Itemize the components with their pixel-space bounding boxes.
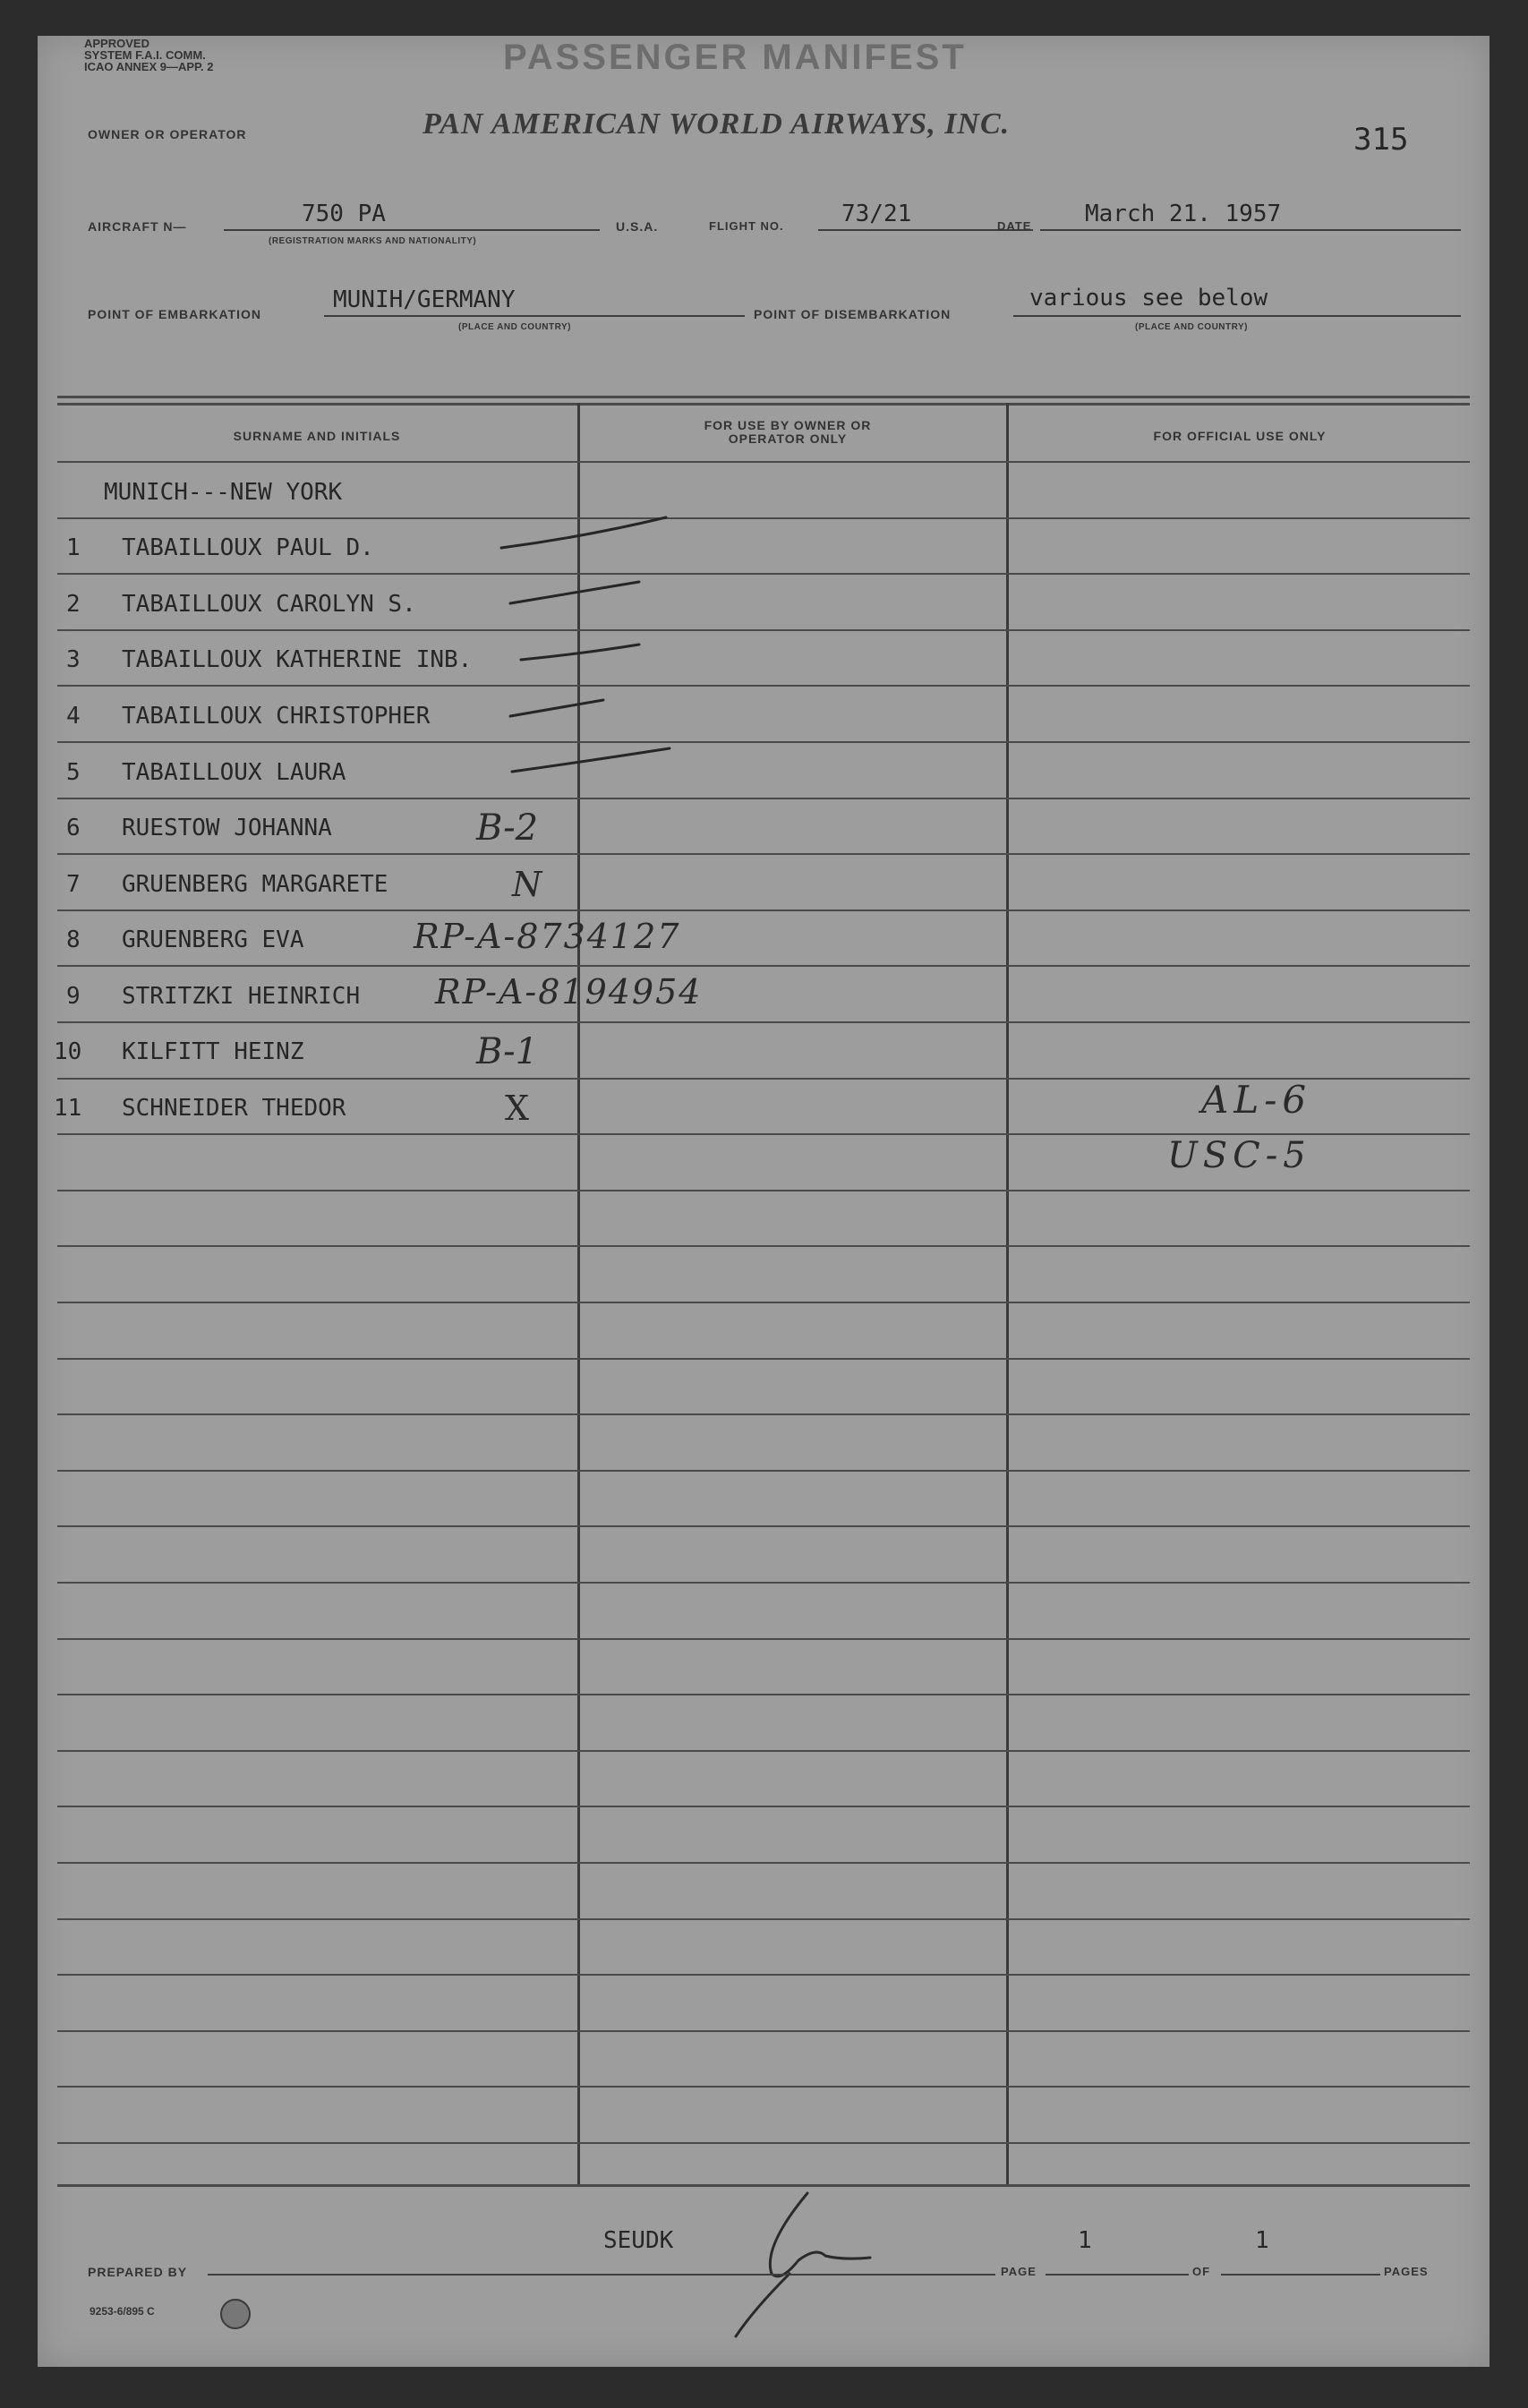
passenger-number: 8 [66, 926, 81, 953]
check-stroke [510, 582, 639, 603]
table-rule [57, 2142, 1470, 2144]
handwritten-mark: RP-A-8734127 [414, 917, 681, 956]
page-value: 1 [1078, 2227, 1092, 2254]
table-rule [57, 2086, 1470, 2088]
table-rule [57, 2030, 1470, 2032]
table-rule [57, 1413, 1470, 1415]
passenger-number: 5 [66, 759, 81, 786]
handwritten-mark: B-1 [476, 1031, 539, 1072]
disembark-label: POINT OF DISEMBARKATION [754, 307, 952, 321]
table-rule [57, 1245, 1470, 1247]
flight-value: 73/21 [841, 201, 912, 227]
passenger-number: 6 [66, 815, 81, 841]
passenger-name: GRUENBERG EVA [122, 926, 304, 953]
of-value: 1 [1255, 2227, 1269, 2254]
official-note: AL-6 [1201, 1078, 1312, 1122]
handwritten-strokes [38, 36, 1490, 1200]
page-label: PAGE [1001, 2265, 1037, 2278]
date-label: DATE [997, 219, 1032, 233]
passenger-name: TABAILLOUX CAROLYN S. [122, 591, 416, 618]
seudk-label: SEUDK [603, 2227, 674, 2254]
passenger-number: 3 [66, 646, 81, 673]
table-rule [57, 1470, 1470, 1472]
disembark-value: various see below [1029, 285, 1268, 312]
check-stroke [510, 700, 603, 716]
approval-line: ICAO ANNEX 9—APP. 2 [84, 60, 214, 73]
form-code: 9253-6/895 C [90, 2305, 155, 2318]
passenger-number: 2 [66, 591, 81, 618]
approval-line: APPROVED [84, 37, 149, 50]
pages-label: PAGES [1384, 2265, 1429, 2278]
embark-label: POINT OF EMBARKATION [88, 307, 261, 321]
union-label-seal [220, 2299, 251, 2329]
passenger-number: 9 [66, 983, 81, 1010]
col-header-owner: FOR USE BY OWNER OR OPERATOR ONLY [704, 418, 872, 446]
passenger-number: 1 [66, 534, 81, 561]
passenger-name: TABAILLOUX CHRISTOPHER [122, 703, 431, 730]
passenger-name: TABAILLOUX PAUL D. [122, 534, 374, 561]
company-name: PAN AMERICAN WORLD AIRWAYS, INC. [423, 107, 1011, 141]
table-rule [57, 1582, 1470, 1584]
passenger-number: 4 [66, 703, 81, 730]
table-rule [57, 1525, 1470, 1527]
col-header-official: FOR OFFICIAL USE ONLY [1153, 429, 1327, 443]
table-rule [57, 1694, 1470, 1695]
passenger-number: 11 [54, 1095, 82, 1122]
embark-note: (PLACE AND COUNTRY) [458, 322, 571, 332]
passenger-name: STRITZKI HEINRICH [122, 983, 361, 1010]
passenger-number: 7 [66, 871, 81, 898]
of-label: OF [1192, 2265, 1211, 2278]
passenger-name: RUESTOW JOHANNA [122, 815, 332, 841]
table-rule [57, 1862, 1470, 1864]
col-header-surname: SURNAME AND INITIALS [233, 429, 401, 443]
passenger-name: TABAILLOUX LAURA [122, 759, 346, 786]
check-stroke [512, 748, 670, 772]
manifest-paper [38, 36, 1490, 2367]
owner-label: OWNER OR OPERATOR [88, 127, 247, 141]
aircraft-label: AIRCRAFT N— [88, 219, 187, 234]
handwritten-mark: X [505, 1089, 530, 1128]
usa-label: U.S.A. [616, 219, 659, 234]
table-rule [57, 1806, 1470, 1807]
handwritten-mark: N [512, 865, 542, 904]
signature-mark [691, 2175, 888, 2354]
table-rule [57, 1302, 1470, 1303]
handwritten-mark: B-2 [476, 807, 539, 849]
date-value: March 21. 1957 [1085, 201, 1282, 227]
prepared-label: PREPARED BY [88, 2265, 188, 2279]
approval-line: SYSTEM F.A.I. COMM. [84, 48, 206, 62]
embark-value: MUNIH/GERMANY [333, 286, 516, 313]
handwritten-mark: RP-A-8194954 [435, 972, 703, 1012]
flight-label: FLIGHT NO. [709, 219, 784, 233]
table-rule [57, 1358, 1470, 1360]
check-stroke [501, 517, 666, 548]
table-rule [57, 1918, 1470, 1920]
passenger-name: TABAILLOUX KATHERINE INB. [122, 646, 473, 673]
table-rule [57, 1638, 1470, 1640]
disembark-note: (PLACE AND COUNTRY) [1135, 322, 1248, 332]
passenger-name: SCHNEIDER THEDOR [122, 1095, 346, 1122]
official-note: USC-5 [1167, 1135, 1311, 1176]
passenger-number: 10 [54, 1038, 82, 1065]
document-title: PASSENGER MANIFEST [503, 38, 967, 77]
passenger-name: GRUENBERG MARGARETE [122, 871, 388, 898]
passenger-name: KILFITT HEINZ [122, 1038, 304, 1065]
aircraft-value: 750 PA [302, 201, 386, 227]
registration-note: (REGISTRATION MARKS AND NATIONALITY) [269, 236, 477, 246]
check-stroke [521, 645, 639, 660]
route-label: MUNICH---NEW YORK [104, 479, 343, 506]
table-rule [57, 1750, 1470, 1752]
table-rule [57, 1974, 1470, 1976]
page-number: 315 [1353, 122, 1409, 158]
